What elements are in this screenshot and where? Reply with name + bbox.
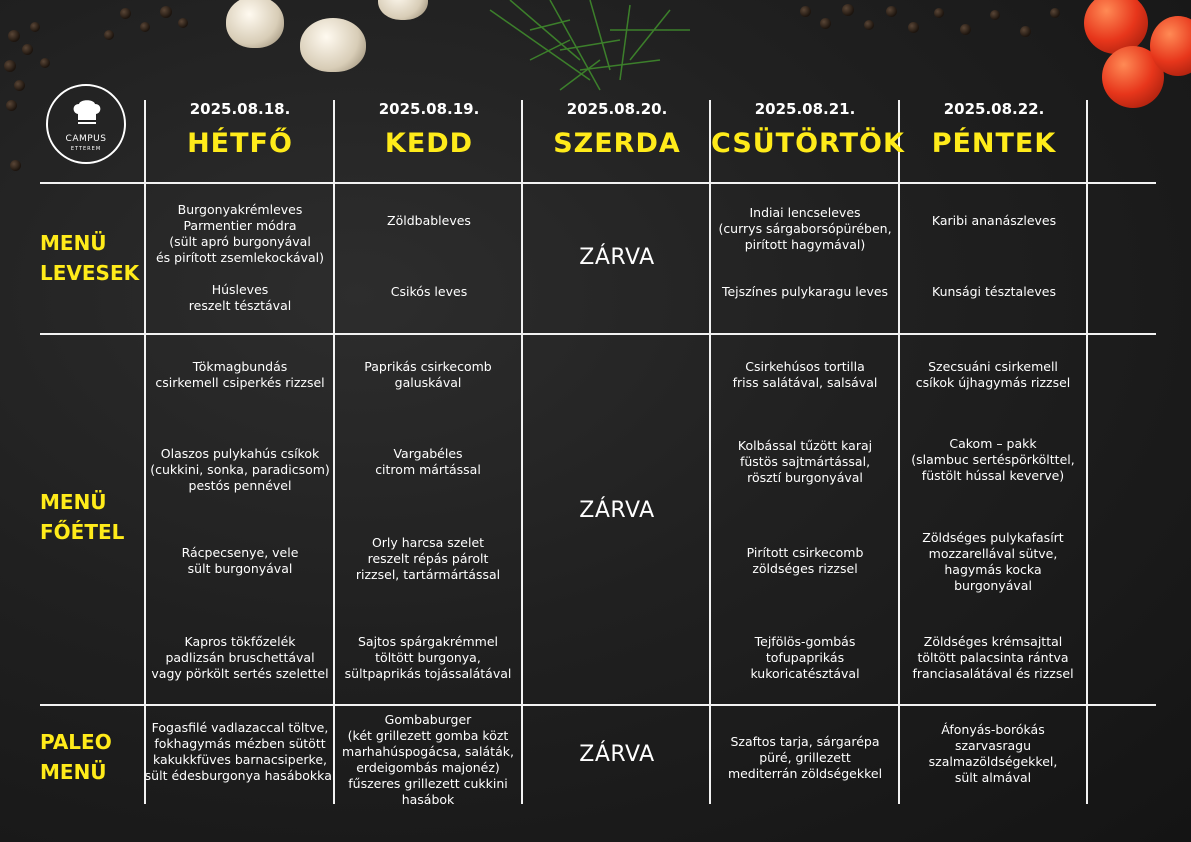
section-label-levesek bbox=[40, 228, 150, 288]
day-name: KEDD bbox=[384, 128, 474, 159]
closed-label: ZÁRVA bbox=[579, 498, 655, 523]
menu-item: Szecsuáni csirkemell csíkok újhagymás rizzsel bbox=[915, 359, 1071, 390]
menu-item: Tejfölös-gombás tofupaprikás kukoricatésztával bbox=[750, 634, 860, 681]
day-name: SZERDA bbox=[553, 128, 681, 159]
menu-item: Húsleves reszelt tésztával bbox=[188, 282, 292, 313]
menu-item: Paprikás csirkecomb galuskával bbox=[364, 359, 492, 390]
menu-item: Karibi ananászleves bbox=[931, 213, 1057, 228]
logo-subtext: ETTEREM bbox=[70, 146, 102, 152]
menu-item: Vargabéles citrom mártással bbox=[375, 446, 481, 477]
day-name: PÉNTEK bbox=[931, 128, 1057, 159]
menu-item: Gombaburger (két grillezett gomba közt marhahúspogácsa, saláták, erdeigombás majonéz) fűszeres grillezett cukkini hasábok bbox=[342, 712, 514, 807]
menu-item: Zöldséges krémsajttal töltött palacsinta rántva franciasalátával és rizzsel bbox=[912, 634, 1074, 681]
logo-text: CAMPUS bbox=[65, 134, 107, 144]
section-label-line: FŐÉTEL bbox=[40, 520, 125, 544]
menu-item: Tejszínes pulykaragu leves bbox=[721, 284, 889, 299]
grid-line bbox=[40, 333, 1156, 335]
menu-item: Pirított csirkecomb zöldséges rizzsel bbox=[746, 545, 864, 576]
menu-item: Cakom – pakk (slambuc sertéspörkölttel, füstölt hússal keverve) bbox=[911, 436, 1075, 483]
menu-item: Áfonyás-borókás szarvasragu szalmazöldségekkel, sült almával bbox=[928, 722, 1058, 785]
menu-item: Csirkehúsos tortilla friss salátával, salsával bbox=[732, 359, 878, 390]
section-label-foetel bbox=[40, 487, 150, 547]
menu-item: Szaftos tarja, sárgarépa püré, grillezett mediterrán zöldségekkel bbox=[727, 734, 883, 781]
menu-item: Kolbással tűzött karaj füstös sajtmártással, rösztí burgonyával bbox=[737, 438, 873, 485]
date-label: 2025.08.21. bbox=[754, 100, 856, 118]
menu-item: Olaszos pulykahús csíkok (cukkini, sonka, paradicsom) pestós pennével bbox=[150, 446, 330, 493]
grid-line bbox=[40, 182, 1156, 184]
date-label: 2025.08.22. bbox=[943, 100, 1045, 118]
grid-line bbox=[40, 704, 1156, 706]
day-name: CSÜTÖRTÖK bbox=[711, 128, 905, 159]
menu-item: Indiai lencseleves (currys sárgaborsópürében, pirított hagymával) bbox=[718, 205, 892, 252]
menu-item: Burgonyakrémleves Parmentier módra (sült apró burgonyával és pirított zsemlekockával) bbox=[155, 202, 325, 265]
date-label: 2025.08.20. bbox=[566, 100, 668, 118]
campus-logo bbox=[46, 84, 126, 164]
menu-item: Fogasfilé vadlazaccal töltve, fokhagymás mézben sütött kakukkfüves barnacsiperke, sült édesburgonya hasábokkal bbox=[144, 720, 336, 783]
closed-label: ZÁRVA bbox=[579, 742, 655, 767]
menu-item: Rácpecsenye, vele sült burgonyával bbox=[181, 545, 299, 576]
dill-decoration bbox=[470, 0, 720, 100]
menu-item: Orly harcsa szelet reszelt répás párolt rizzsel, tartármártással bbox=[355, 535, 501, 582]
section-label-line: PALEO bbox=[40, 730, 112, 754]
menu-item: Csikós leves bbox=[390, 284, 468, 299]
section-label-paleo bbox=[40, 727, 150, 787]
section-label-line: MENÜ bbox=[40, 490, 107, 514]
menu-item: Kunsági tésztaleves bbox=[932, 284, 1056, 299]
section-label-line: LEVESEK bbox=[40, 261, 140, 285]
menu-item: Tökmagbundás csirkemell csiperkés rizzsel bbox=[155, 359, 325, 390]
day-name: HÉTFŐ bbox=[187, 128, 293, 159]
menu-item: Zöldséges pulykafasírt mozzarellával sütve, hagymás kocka burgonyával bbox=[922, 530, 1064, 593]
section-label-line: MENÜ bbox=[40, 760, 107, 784]
date-label: 2025.08.18. bbox=[189, 100, 291, 118]
menu-item: Sajtos spárgakrémmel töltött burgonya, sültpaprikás tojássalátával bbox=[344, 634, 512, 681]
menu-item: Kapros tökfőzelék padlizsán bruschettával vagy pörkölt sertés szelettel bbox=[151, 634, 329, 681]
closed-label: ZÁRVA bbox=[579, 245, 655, 270]
section-label-line: MENÜ bbox=[40, 231, 107, 255]
chef-hat-icon bbox=[70, 98, 104, 128]
date-label: 2025.08.19. bbox=[378, 100, 480, 118]
menu-item: Zöldbableves bbox=[387, 213, 471, 228]
